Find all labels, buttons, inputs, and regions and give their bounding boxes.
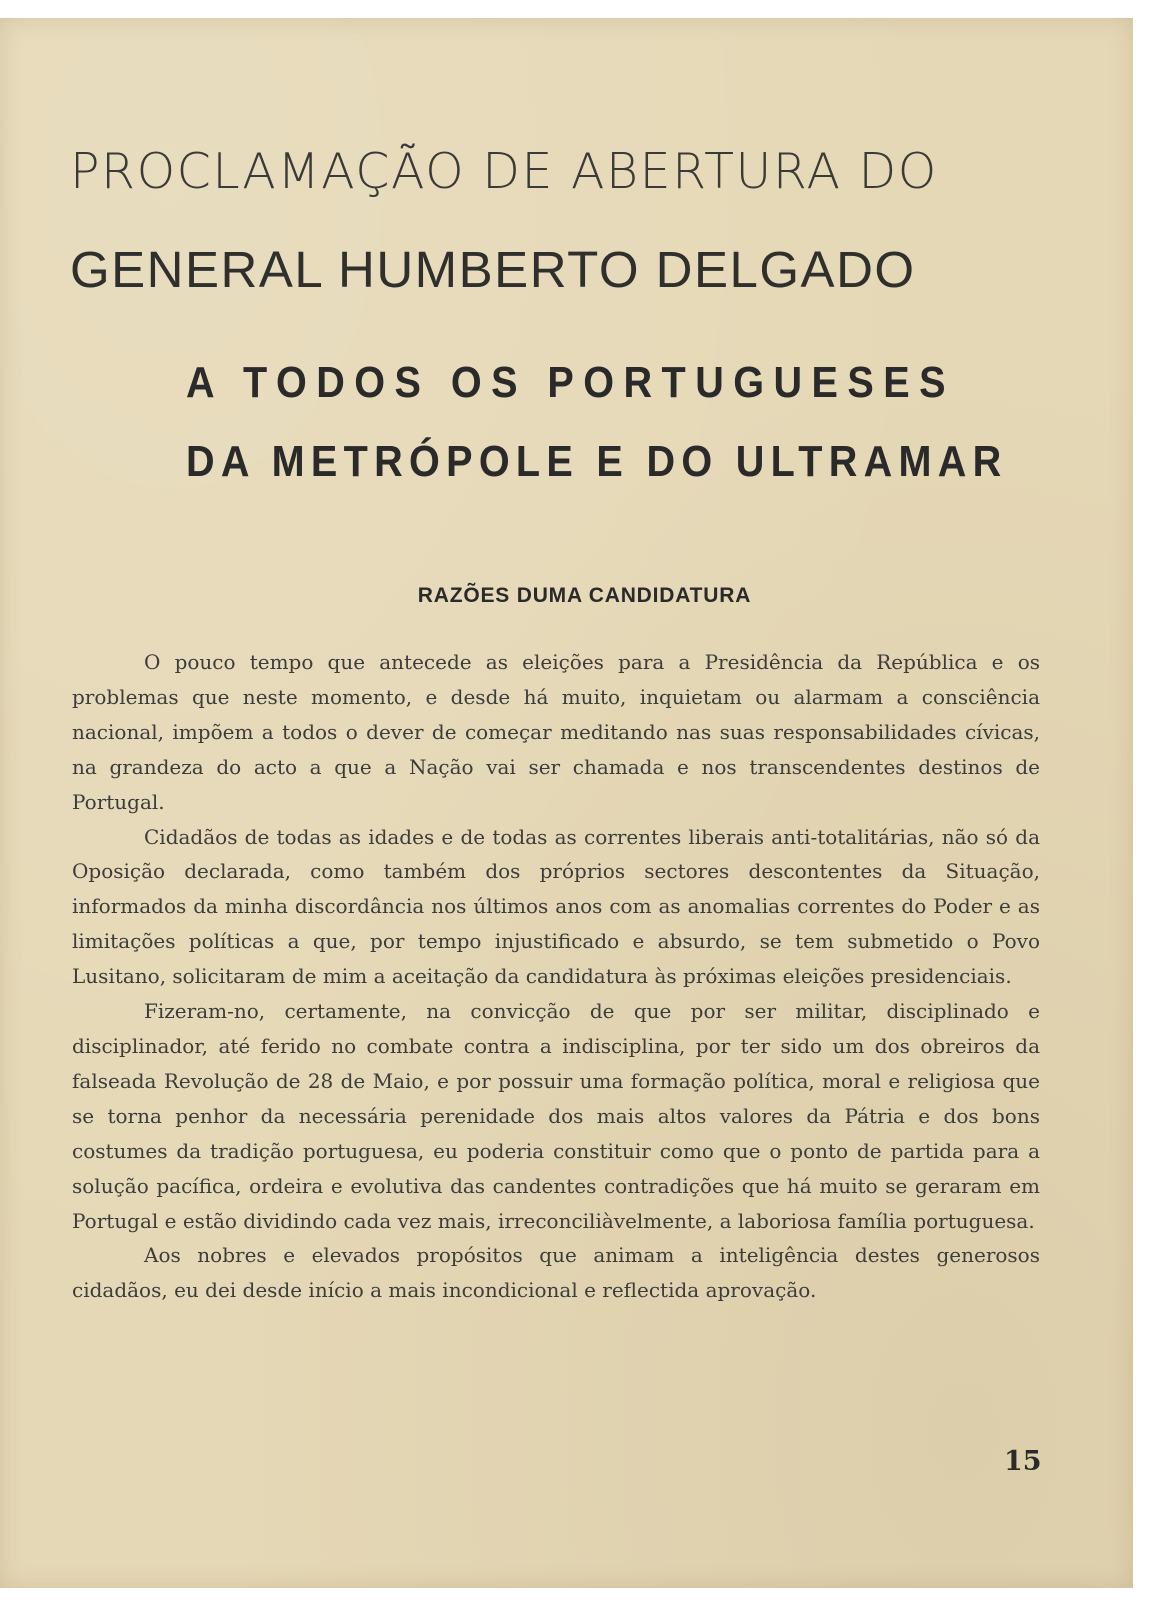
paragraph: Fizeram-no, certamente, na convicção de que por ser militar, disciplinado e disciplinador, até ferido no combate contra a indisciplina, por ter sido um dos obreiros da falseada Revolução de 28 de Maio, e por possuir uma formação política, moral e religiosa que se torna penhor da necessária perenidade dos mais altos valores da Pátria e dos bons costumes da tradição portuguesa, eu poderia constituir como que o ponto de partida para a solução pacífica, ordeira e evolutiva das candentes contradições que há muito se geraram em Portugal e estão dividindo cada vez mais, irreconciliàvelmente, a laboriosa família portuguesa. [72, 999, 1040, 1233]
body-text [72, 645, 1040, 1308]
title-line-1: PROCLAMAÇÃO DE ABERTURA DO [70, 143, 938, 200]
section-heading: RAZÕES DUMA CANDIDATURA [417, 584, 752, 607]
paragraph: Aos nobres e elevados propósitos que animam a inteligência destes generosos cidadãos, eu dei desde início a mais incondicional e reflectida aprovação. [72, 1243, 1040, 1303]
page-number: 15 [1004, 1446, 1042, 1477]
paragraph: Cidadãos de todas as idades e de todas as correntes liberais anti-totalitárias, não só da Oposição declarada, como também dos próprios sectores descontentes da Situação, informados da minha discordância nos últimos anos com as anomalias correntes do Poder e as limitações políticas a que, por tempo injustificado e absurdo, se tem submetido o Povo Lusitano, solicitaram de mim a aceitação da candidatura às próximas eleições presidenciais. [72, 824, 1040, 989]
subtitle-line-1: A TODOS OS PORTUGUESES [186, 358, 955, 407]
title-line-2: GENERAL HUMBERTO DELGADO [70, 241, 916, 298]
paragraph: O pouco tempo que antecede as eleições para a Presidência da República e os problemas que neste momento, e desde há muito, inquietam ou alarmam a consciência nacional, impõem a todos o dever de começar meditando nas suas responsabilidades cívicas, na grandeza do acto a que a Nação vai ser chamada e nos transcendentes destinos de Portugal. [72, 650, 1040, 814]
subtitle-line-2: DA METRÓPOLE E DO ULTRAMAR [186, 437, 1008, 486]
document-page [0, 18, 1133, 1588]
